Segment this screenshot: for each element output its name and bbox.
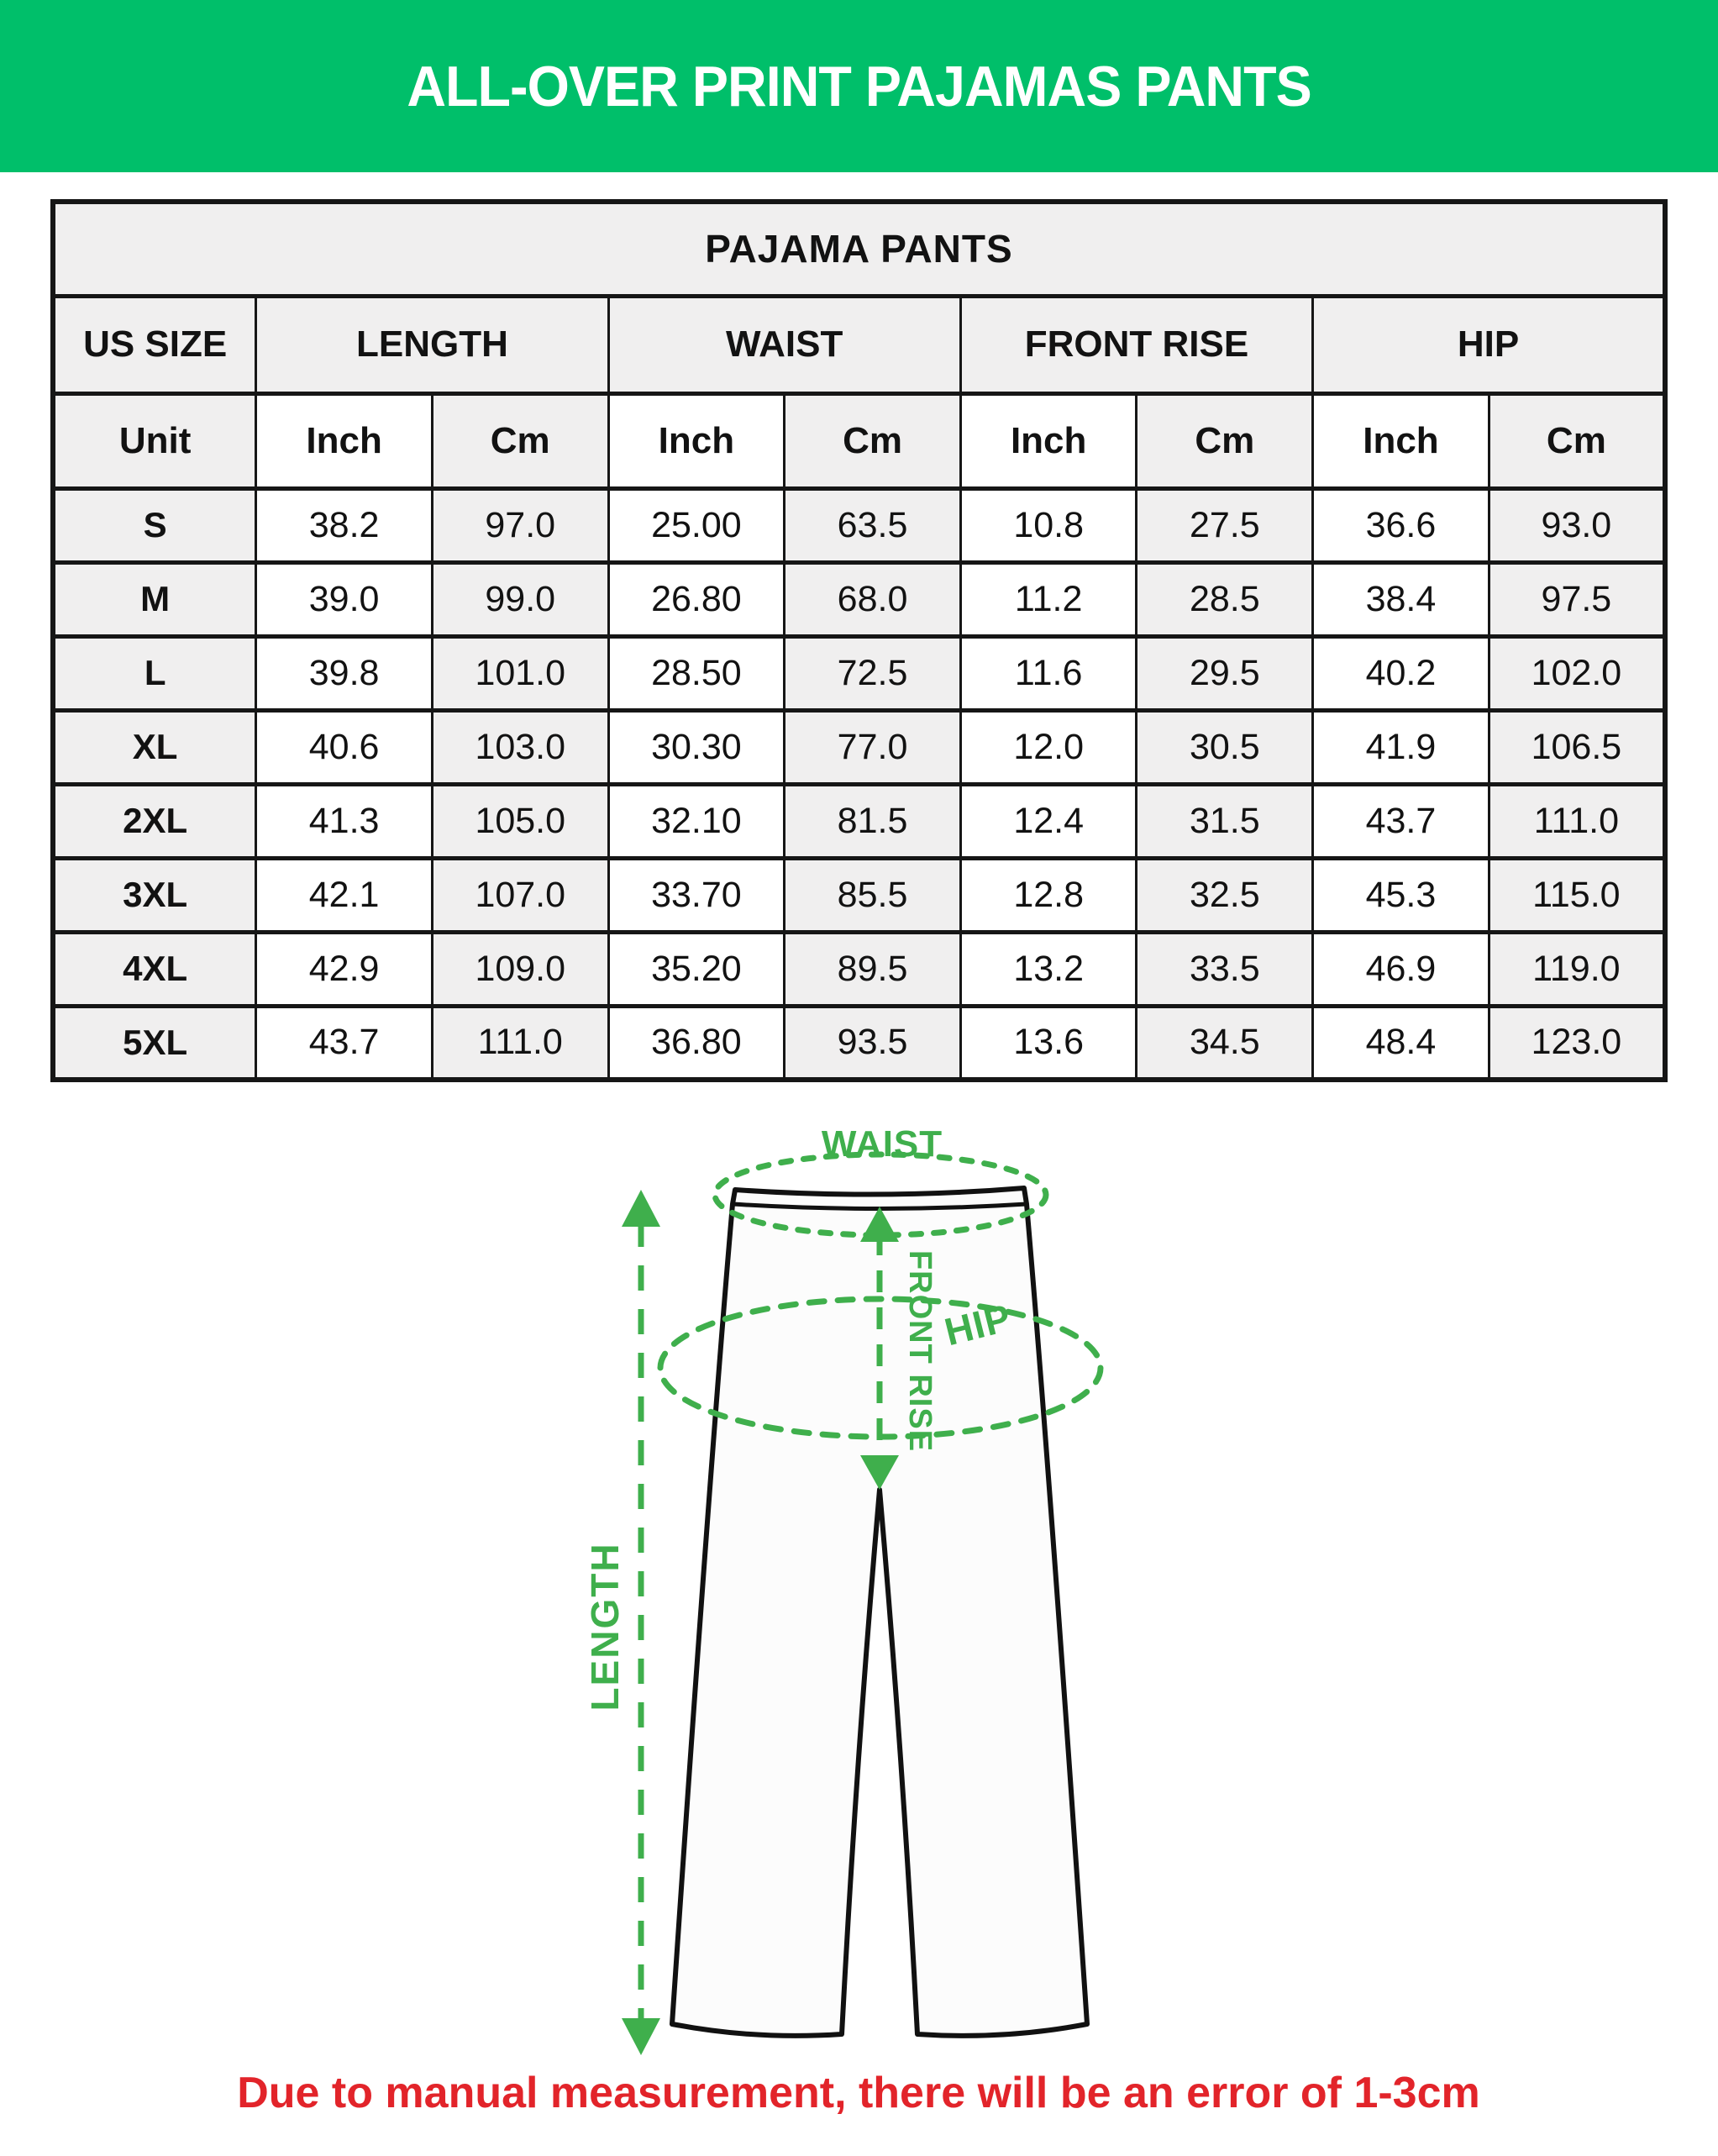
value-cell: 32.10 — [608, 784, 785, 858]
value-cell: 68.0 — [785, 562, 961, 636]
unit-header-cm: Cm — [1489, 393, 1665, 488]
table-row — [53, 858, 1665, 932]
value-cell: 45.3 — [1313, 858, 1489, 932]
unit-header-cm: Cm — [1137, 393, 1313, 488]
value-cell: 93.0 — [1489, 488, 1665, 562]
size-cell: XL — [53, 710, 256, 784]
value-cell: 41.3 — [256, 784, 433, 858]
value-cell: 103.0 — [432, 710, 608, 784]
value-cell: 109.0 — [432, 932, 608, 1006]
value-cell: 30.5 — [1137, 710, 1313, 784]
length-label: LENGTH — [583, 1542, 627, 1712]
measurement-error-note: Due to manual measurement, there will be an error of 1-3cm — [237, 2069, 1480, 2117]
pants-measurement-diagram — [0, 1123, 1718, 2156]
unit-header-inch: Inch — [1313, 393, 1489, 488]
value-cell: 39.8 — [256, 636, 433, 710]
value-cell: 97.5 — [1489, 562, 1665, 636]
value-cell: 11.2 — [960, 562, 1137, 636]
table-row — [53, 710, 1665, 784]
value-cell: 41.9 — [1313, 710, 1489, 784]
value-cell: 40.6 — [256, 710, 433, 784]
value-cell: 12.0 — [960, 710, 1137, 784]
value-cell: 33.5 — [1137, 932, 1313, 1006]
value-cell: 28.5 — [1137, 562, 1313, 636]
table-row — [53, 562, 1665, 636]
value-cell: 13.2 — [960, 932, 1137, 1006]
value-cell: 102.0 — [1489, 636, 1665, 710]
value-cell: 38.2 — [256, 488, 433, 562]
value-cell: 12.8 — [960, 858, 1137, 932]
value-cell: 10.8 — [960, 488, 1137, 562]
value-cell: 35.20 — [608, 932, 785, 1006]
value-cell: 26.80 — [608, 562, 785, 636]
value-cell: 93.5 — [785, 1006, 961, 1080]
unit-header-inch: Inch — [256, 393, 433, 488]
size-cell: M — [53, 562, 256, 636]
column-header-waist: WAIST — [608, 296, 960, 393]
column-header-front-rise: FRONT RISE — [960, 296, 1312, 393]
value-cell: 38.4 — [1313, 562, 1489, 636]
value-cell: 43.7 — [256, 1006, 433, 1080]
value-cell: 42.9 — [256, 932, 433, 1006]
waist-label: WAIST — [821, 1123, 943, 1165]
size-chart-body — [53, 488, 1665, 1080]
value-cell: 12.4 — [960, 784, 1137, 858]
value-cell: 119.0 — [1489, 932, 1665, 1006]
value-cell: 111.0 — [1489, 784, 1665, 858]
arrow-down-icon — [622, 2018, 660, 2055]
value-cell: 40.2 — [1313, 636, 1489, 710]
length-arrow — [622, 1190, 660, 2055]
size-chart-table — [50, 199, 1668, 1082]
value-cell: 111.0 — [432, 1006, 608, 1080]
value-cell: 43.7 — [1313, 784, 1489, 858]
column-header-hip: HIP — [1313, 296, 1665, 393]
unit-header-cm: Cm — [432, 393, 608, 488]
value-cell: 13.6 — [960, 1006, 1137, 1080]
size-cell: S — [53, 488, 256, 562]
value-cell: 32.5 — [1137, 858, 1313, 932]
column-header-us-size: US SIZE — [53, 296, 256, 393]
value-cell: 63.5 — [785, 488, 961, 562]
table-row — [53, 784, 1665, 858]
value-cell: 29.5 — [1137, 636, 1313, 710]
value-cell: 42.1 — [256, 858, 433, 932]
table-row — [53, 488, 1665, 562]
value-cell: 99.0 — [432, 562, 608, 636]
value-cell: 36.6 — [1313, 488, 1489, 562]
table-row — [53, 636, 1665, 710]
value-cell: 77.0 — [785, 710, 961, 784]
value-cell: 105.0 — [432, 784, 608, 858]
value-cell: 123.0 — [1489, 1006, 1665, 1080]
value-cell: 106.5 — [1489, 710, 1665, 784]
value-cell: 36.80 — [608, 1006, 785, 1080]
value-cell: 48.4 — [1313, 1006, 1489, 1080]
value-cell: 39.0 — [256, 562, 433, 636]
page-title: ALL-OVER PRINT PAJAMAS PANTS — [407, 54, 1311, 118]
value-cell: 30.30 — [608, 710, 785, 784]
header-banner — [0, 0, 1718, 172]
value-cell: 31.5 — [1137, 784, 1313, 858]
unit-header-inch: Inch — [608, 393, 785, 488]
unit-row-label: Unit — [53, 393, 256, 488]
size-cell: L — [53, 636, 256, 710]
column-header-length: LENGTH — [256, 296, 608, 393]
value-cell: 27.5 — [1137, 488, 1313, 562]
unit-header-inch: Inch — [960, 393, 1137, 488]
arrow-up-icon — [622, 1190, 660, 1227]
size-cell: 3XL — [53, 858, 256, 932]
value-cell: 25.00 — [608, 488, 785, 562]
value-cell: 28.50 — [608, 636, 785, 710]
table-row — [53, 1006, 1665, 1080]
value-cell: 85.5 — [785, 858, 961, 932]
size-cell: 5XL — [53, 1006, 256, 1080]
value-cell: 72.5 — [785, 636, 961, 710]
value-cell: 115.0 — [1489, 858, 1665, 932]
value-cell: 101.0 — [432, 636, 608, 710]
value-cell: 33.70 — [608, 858, 785, 932]
front-rise-label: FRONT RISE — [902, 1249, 938, 1453]
value-cell: 107.0 — [432, 858, 608, 932]
table-row — [53, 932, 1665, 1006]
table-title: PAJAMA PANTS — [53, 202, 1665, 296]
size-cell: 2XL — [53, 784, 256, 858]
size-cell: 4XL — [53, 932, 256, 1006]
value-cell: 46.9 — [1313, 932, 1489, 1006]
hip-label: HIP — [940, 1295, 1017, 1354]
value-cell: 97.0 — [432, 488, 608, 562]
value-cell: 34.5 — [1137, 1006, 1313, 1080]
value-cell: 89.5 — [785, 932, 961, 1006]
value-cell: 11.6 — [960, 636, 1137, 710]
unit-header-cm: Cm — [785, 393, 961, 488]
value-cell: 81.5 — [785, 784, 961, 858]
size-chart-section — [50, 199, 1668, 1082]
